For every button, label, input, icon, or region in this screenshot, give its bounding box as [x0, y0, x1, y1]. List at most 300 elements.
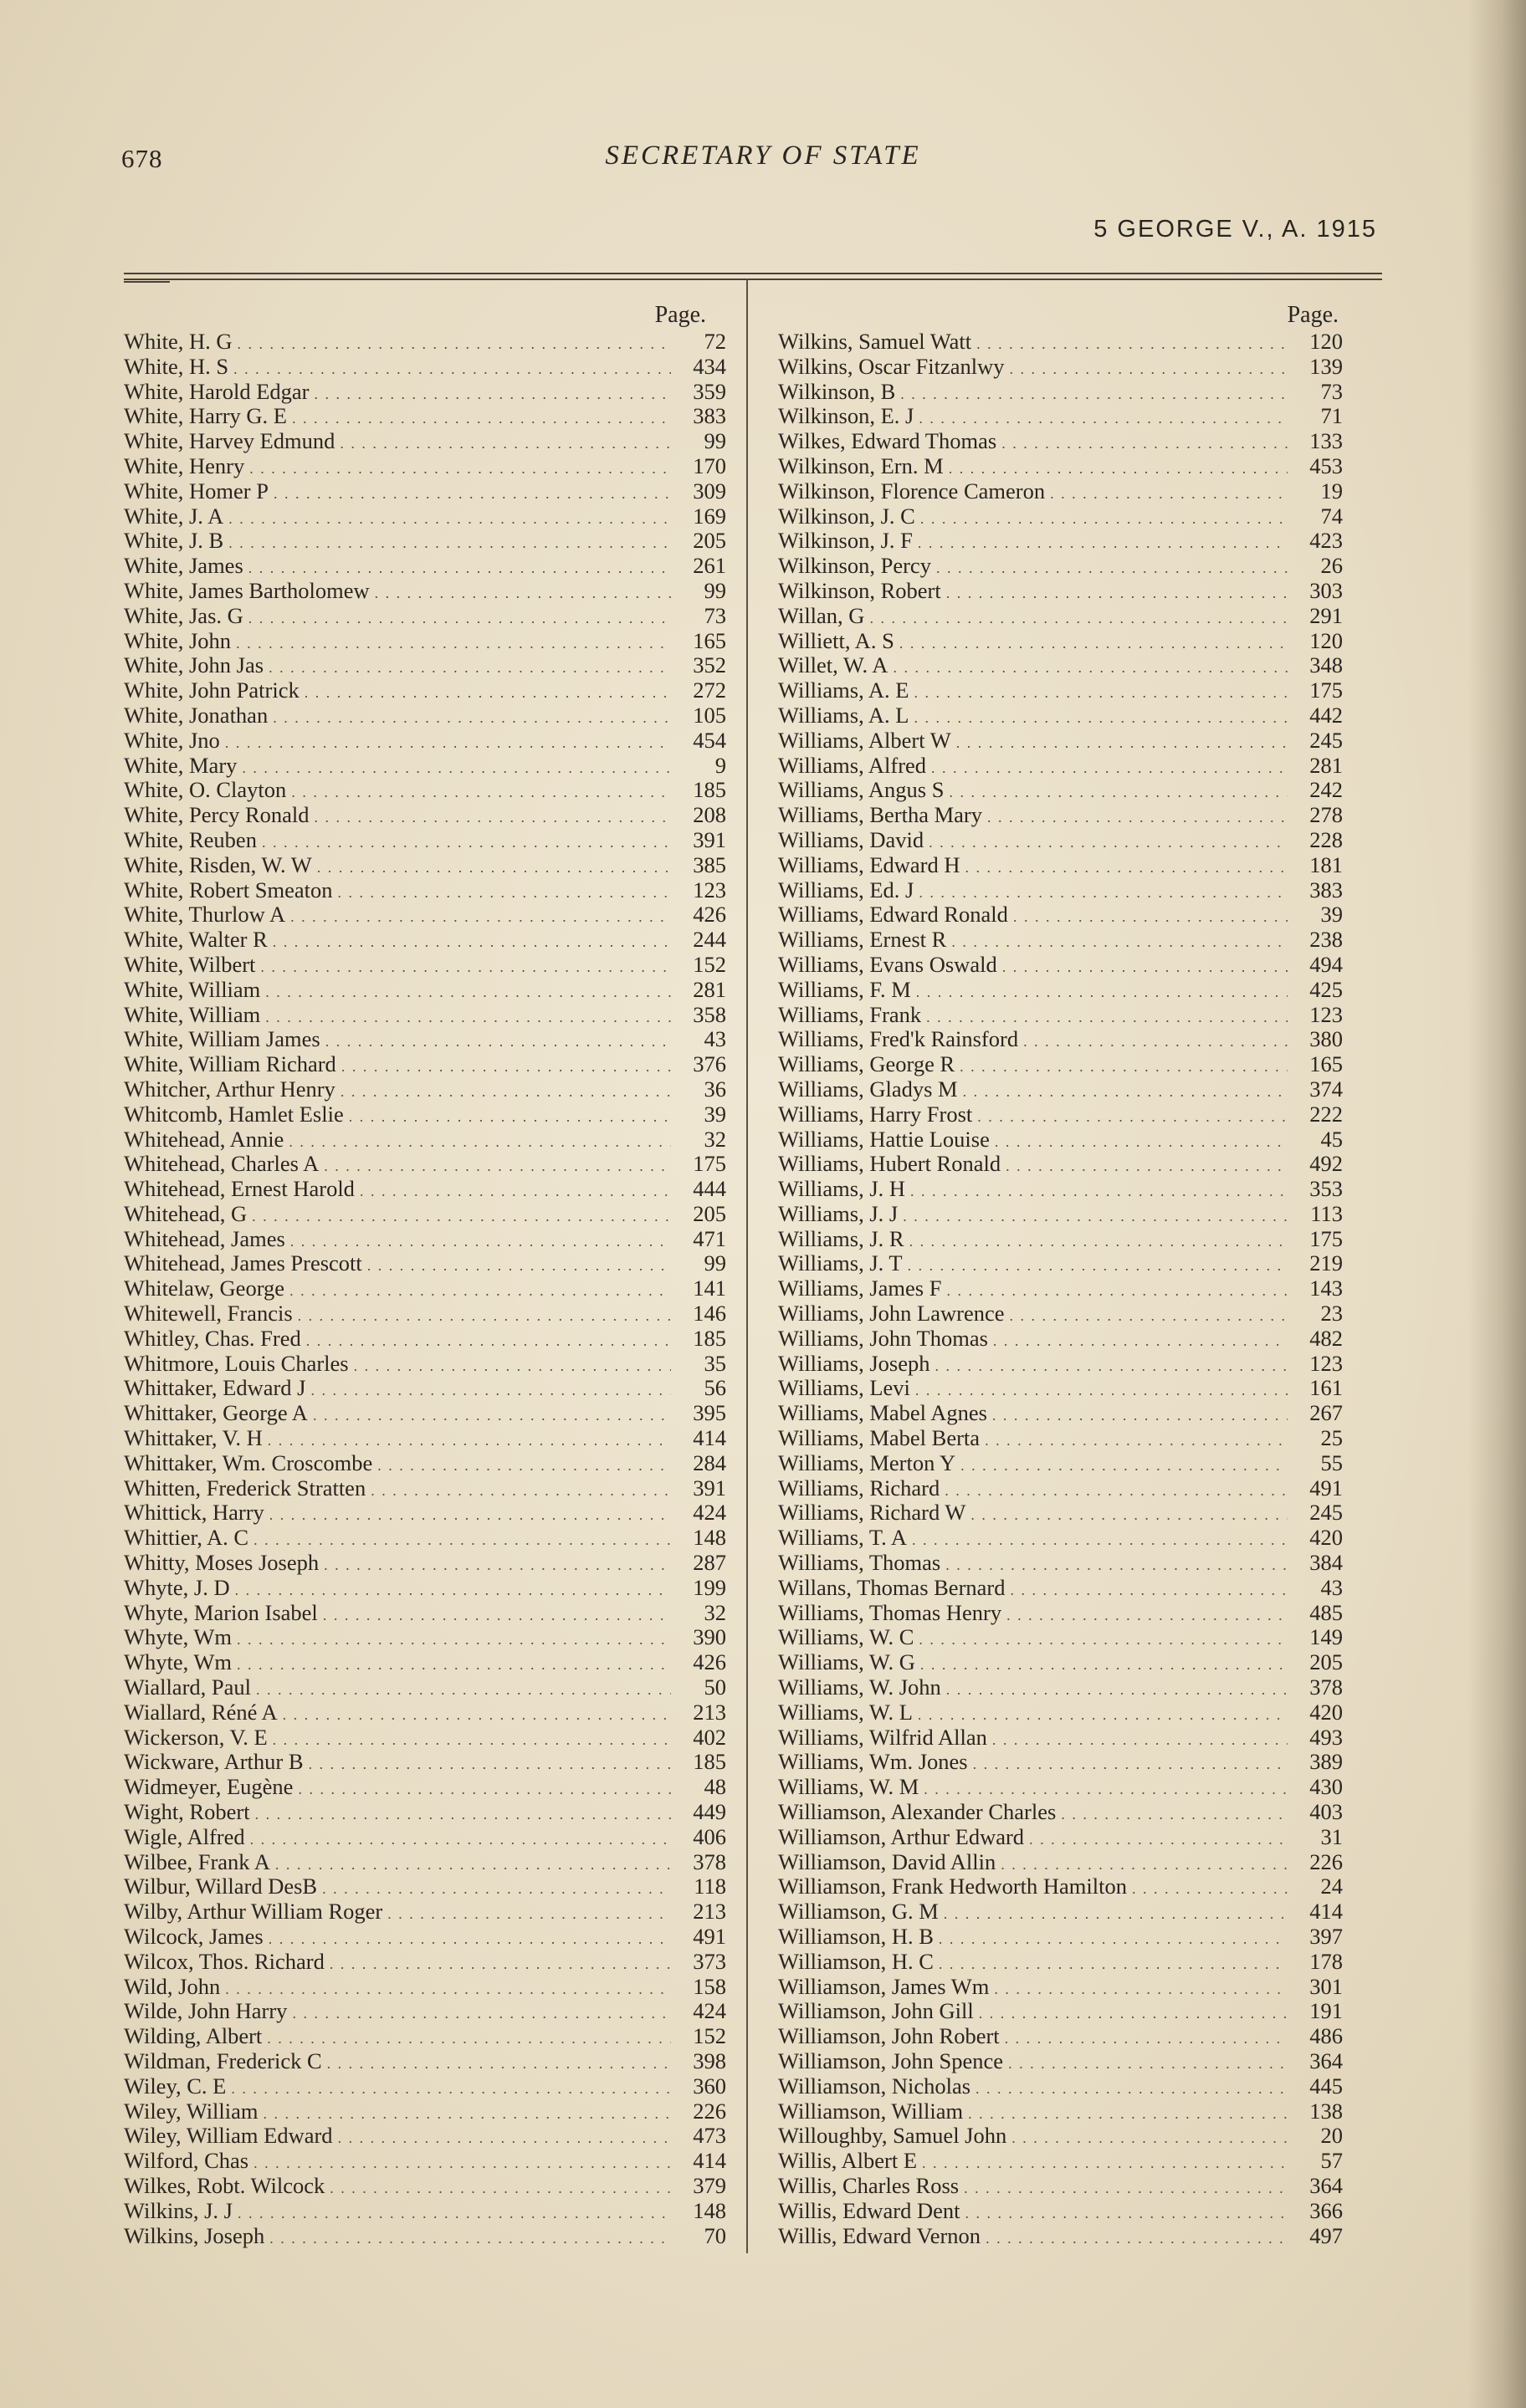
- entry-name: Wilkinson, Percy: [778, 553, 931, 579]
- entry-page-number: 158: [693, 1973, 726, 1999]
- entry-name: Wild, John: [124, 1973, 221, 1999]
- dot-leader: [1010, 357, 1288, 382]
- dot-leader: [1008, 2052, 1288, 2077]
- entry-page-number: 486: [1309, 2023, 1343, 2049]
- dot-leader: [360, 1179, 671, 1204]
- dot-leader: [993, 1329, 1288, 1354]
- entry-page-number: 39: [1320, 902, 1343, 928]
- entry-name: Wilkins, Samuel Watt: [778, 329, 972, 354]
- dot-leader: [311, 1378, 672, 1403]
- entry-page-number: 148: [693, 1525, 726, 1551]
- entry-name: Williams, Thomas Henry: [778, 1599, 1002, 1625]
- entry-name: Williams, Merton Y: [778, 1449, 956, 1475]
- entry-name: Wilkes, Edward Thomas: [778, 428, 997, 454]
- dot-leader: [1013, 905, 1288, 930]
- entry-page-number: 471: [693, 1225, 726, 1251]
- entry-page-number: 99: [704, 1250, 726, 1276]
- index-entry: [124, 2224, 726, 2249]
- index-entry: [124, 1426, 726, 1451]
- entry-name: Williams, J. J: [778, 1200, 899, 1226]
- dot-leader: [900, 382, 1288, 407]
- entry-page-number: 72: [704, 329, 726, 354]
- entry-page-number: 494: [1309, 951, 1343, 977]
- index-entry: [778, 1825, 1343, 1850]
- entry-page-number: 45: [1320, 1126, 1343, 1152]
- dot-leader: [317, 856, 671, 881]
- entry-name: Williams, Thomas: [778, 1550, 941, 1576]
- entry-name: Williams, W. C: [778, 1624, 914, 1650]
- entry-page-number: 303: [1309, 577, 1343, 603]
- index-entry: [124, 1376, 726, 1401]
- entry-page-number: 493: [1309, 1724, 1343, 1750]
- entry-name: Willoughby, Samuel John: [778, 2123, 1007, 2149]
- entry-page-number: 74: [1320, 503, 1343, 529]
- index-entry: [778, 1874, 1343, 1899]
- entry-name: Wilford, Chas: [124, 2148, 249, 2174]
- entry-page-number: 175: [1309, 1225, 1343, 1251]
- entry-name: Willis, Charles Ross: [778, 2172, 960, 2198]
- dot-leader: [1009, 1304, 1288, 1329]
- entry-page-number: 360: [693, 2073, 726, 2099]
- dot-leader: [256, 1678, 671, 1703]
- dot-leader: [1011, 2126, 1288, 2151]
- entry-page-number: 414: [1309, 1899, 1343, 1925]
- entry-name: Williams, Gladys M: [778, 1076, 958, 1102]
- dot-leader: [964, 2176, 1288, 2201]
- index-entry: [124, 554, 726, 579]
- index-entry: [124, 703, 726, 729]
- dot-leader: [289, 1279, 671, 1304]
- index-entry: [124, 1675, 726, 1700]
- index-entry: [124, 754, 726, 779]
- entry-page-number: 31: [1320, 1823, 1343, 1849]
- dot-leader: [309, 1752, 671, 1777]
- index-entry: [778, 678, 1343, 703]
- entry-page-number: 20: [1320, 2123, 1343, 2149]
- dot-leader: [910, 1179, 1288, 1204]
- entry-name: White, J. A: [124, 503, 224, 529]
- dot-leader: [973, 1752, 1288, 1777]
- index-entry: [124, 604, 726, 629]
- dot-leader: [330, 2176, 671, 2201]
- entry-page-number: 170: [693, 452, 726, 478]
- dot-leader: [249, 457, 671, 482]
- dot-leader: [995, 1130, 1288, 1155]
- entry-name: White, John: [124, 627, 232, 653]
- entry-name: Whitley, Chas. Fred: [124, 1325, 301, 1351]
- dot-leader: [1001, 432, 1288, 457]
- entry-name: Wight, Robert: [124, 1799, 250, 1825]
- index-entry: [124, 1551, 726, 1576]
- entry-name: Williams, Ed. J: [778, 877, 914, 902]
- dot-leader: [237, 1628, 671, 1653]
- entry-name: Whyte, J. D: [124, 1574, 230, 1600]
- index-entry: [778, 1352, 1343, 1377]
- entry-name: Williams, James F: [778, 1276, 942, 1301]
- entry-name: Williams, Mabel Agnes: [778, 1400, 987, 1426]
- entry-name: White, Jno: [124, 727, 220, 753]
- entry-page-number: 199: [693, 1574, 726, 1600]
- entry-page-number: 123: [1309, 1350, 1343, 1376]
- entry-name: White, Percy Ronald: [124, 802, 310, 828]
- index-entry: [778, 2149, 1343, 2174]
- entry-page-number: 301: [1309, 1973, 1343, 1999]
- entry-page-number: 284: [693, 1449, 726, 1475]
- index-entry: [778, 330, 1343, 355]
- entry-page-number: 19: [1320, 478, 1343, 504]
- dot-leader: [994, 1977, 1288, 2002]
- entry-name: Whitty, Moses Joseph: [124, 1550, 320, 1576]
- entry-page-number: 309: [693, 478, 726, 504]
- index-entry: [778, 1725, 1343, 1751]
- index-entry: [778, 1276, 1343, 1301]
- entry-name: Whitehead, James Prescott: [124, 1250, 362, 1276]
- index-entry: [778, 2099, 1343, 2124]
- entry-name: Willans, Thomas Bernard: [778, 1574, 1006, 1600]
- index-entry: [124, 1750, 726, 1775]
- dot-leader: [269, 2227, 671, 2252]
- entry-page-number: 406: [693, 1823, 726, 1849]
- dot-leader: [298, 1304, 671, 1329]
- dot-leader: [1006, 1154, 1288, 1179]
- dot-leader: [306, 1329, 671, 1354]
- entry-page-number: 414: [693, 1425, 726, 1451]
- index-entry: [778, 1327, 1343, 1352]
- entry-page-number: 43: [704, 1026, 726, 1052]
- entry-name: Williams, Richard W: [778, 1500, 966, 1526]
- index-entry: [124, 1202, 726, 1227]
- entry-page-number: 395: [693, 1400, 726, 1426]
- index-entry: [778, 380, 1343, 405]
- entry-name: Wildman, Frederick C: [124, 2048, 322, 2073]
- index-entry: [124, 878, 726, 903]
- entry-page-number: 73: [704, 602, 726, 628]
- index-entry: [778, 1177, 1343, 1202]
- entry-page-number: 444: [693, 1176, 726, 1202]
- entry-page-number: 366: [1309, 2197, 1343, 2223]
- entry-name: Wickware, Arthur B: [124, 1749, 304, 1775]
- index-entry: [124, 978, 726, 1003]
- entry-name: White, Mary: [124, 752, 238, 778]
- entry-name: Willis, Edward Dent: [778, 2197, 960, 2223]
- entry-page-number: 482: [1309, 1325, 1343, 1351]
- dot-leader: [327, 2052, 671, 2077]
- column-divider: [746, 279, 748, 2253]
- index-entry: [124, 653, 726, 678]
- index-entry: [124, 380, 726, 405]
- dot-leader: [945, 1479, 1288, 1504]
- dot-leader: [305, 681, 671, 706]
- entry-name: Widmeyer, Eugène: [124, 1774, 294, 1800]
- entry-name: White, Thurlow A: [124, 902, 286, 928]
- entry-page-number: 149: [1309, 1624, 1343, 1650]
- dot-leader: [375, 581, 671, 606]
- index-entry: [124, 355, 726, 380]
- entry-name: White, William Richard: [124, 1051, 336, 1077]
- entry-page-number: 185: [693, 1749, 726, 1775]
- dot-leader: [979, 2002, 1288, 2027]
- entry-name: Wigle, Alfred: [124, 1823, 245, 1849]
- index-entry: [124, 1950, 726, 1975]
- dot-leader: [228, 507, 671, 532]
- entry-page-number: 238: [1309, 927, 1343, 953]
- index-entry: [778, 1376, 1343, 1401]
- index-entry: [778, 1551, 1343, 1576]
- dot-leader: [324, 1154, 671, 1179]
- index-entry: [778, 828, 1343, 853]
- dot-leader: [252, 1204, 671, 1230]
- index-entry: [124, 1003, 726, 1028]
- index-entry: [124, 2074, 726, 2099]
- dot-leader: [946, 1678, 1288, 1703]
- dot-leader: [960, 1454, 1288, 1479]
- entry-page-number: 414: [693, 2148, 726, 2174]
- entry-page-number: 226: [693, 2098, 726, 2124]
- entry-name: Williamson, John Spence: [778, 2048, 1004, 2073]
- dot-leader: [237, 1653, 671, 1678]
- index-entry: [124, 1401, 726, 1426]
- index-entry: [124, 1476, 726, 1501]
- dot-leader: [985, 1429, 1288, 1454]
- entry-page-number: 213: [693, 1899, 726, 1925]
- index-entry: [124, 1925, 726, 1950]
- entry-page-number: 205: [693, 1200, 726, 1226]
- dot-leader: [936, 556, 1288, 581]
- index-entry: [778, 1576, 1343, 1601]
- entry-page-number: 287: [693, 1550, 726, 1576]
- entry-page-number: 50: [704, 1674, 726, 1700]
- dot-leader: [269, 1503, 671, 1528]
- index-entry: [778, 429, 1343, 454]
- entry-page-number: 348: [1309, 652, 1343, 678]
- index-entry: [778, 1925, 1343, 1950]
- entry-page-number: 390: [693, 1624, 726, 1650]
- dot-leader: [340, 432, 671, 457]
- index-entry: [778, 454, 1343, 479]
- entry-page-number: 105: [693, 702, 726, 728]
- index-entry: [124, 1775, 726, 1800]
- index-entry: [124, 1501, 726, 1526]
- entry-page-number: 185: [693, 777, 726, 803]
- entry-page-number: 113: [1310, 1200, 1343, 1226]
- index-entry: [778, 1227, 1343, 1252]
- entry-page-number: 359: [693, 378, 726, 404]
- dot-leader: [377, 1454, 671, 1479]
- dot-leader: [265, 1005, 671, 1030]
- index-entry: [124, 1077, 726, 1102]
- entry-page-number: 175: [1309, 677, 1343, 703]
- dot-leader: [946, 581, 1288, 606]
- index-entry: [778, 554, 1343, 579]
- entry-name: Wilkinson, B: [778, 378, 896, 404]
- dot-leader: [1061, 1802, 1288, 1828]
- index-entry: [124, 902, 726, 928]
- index-entry: [124, 2049, 726, 2074]
- index-entry: [778, 928, 1343, 953]
- index-entry: [778, 2074, 1343, 2099]
- entry-name: Wilkinson, E. J: [778, 403, 914, 429]
- dot-leader: [956, 731, 1288, 756]
- entry-name: Williamson, Alexander Charles: [778, 1799, 1057, 1825]
- index-entry: [778, 1775, 1343, 1800]
- entry-page-number: 205: [1309, 1649, 1343, 1675]
- entry-name: White, James Bartholomew: [124, 577, 370, 603]
- index-entry: [124, 853, 726, 878]
- dot-leader: [371, 1479, 671, 1504]
- index-entry: [778, 404, 1343, 429]
- entry-name: White, Reuben: [124, 826, 257, 852]
- entry-name: Wilkinson, J. C: [778, 503, 915, 529]
- entry-name: White, Homer P: [124, 478, 269, 504]
- dot-leader: [992, 1728, 1288, 1753]
- index-entry: [778, 1850, 1343, 1875]
- dot-leader: [1002, 955, 1288, 980]
- entry-name: Willis, Albert E: [778, 2148, 918, 2174]
- dot-leader: [338, 2126, 671, 2151]
- index-entry: [778, 529, 1343, 554]
- index-entry: [778, 953, 1343, 978]
- entry-name: Williams, George R: [778, 1051, 955, 1077]
- entry-page-number: 35: [704, 1350, 726, 1376]
- dot-leader: [225, 731, 671, 756]
- entry-page-number: 242: [1309, 777, 1343, 803]
- dot-leader: [330, 1952, 671, 1977]
- index-entry: [778, 1451, 1343, 1476]
- entry-name: Wilkinson, Robert: [778, 577, 941, 603]
- index-entry: [124, 1251, 726, 1276]
- dot-leader: [977, 1105, 1288, 1130]
- index-entry: [124, 1650, 726, 1675]
- dot-leader: [255, 1802, 671, 1828]
- entry-name: Williams, Angus S: [778, 777, 945, 803]
- dot-leader: [918, 531, 1288, 556]
- entry-name: Whittick, Harry: [124, 1500, 264, 1526]
- index-entry: [778, 629, 1343, 654]
- entry-name: Willet, W. A: [778, 652, 888, 678]
- entry-page-number: 56: [704, 1375, 726, 1401]
- entry-name: Williams, Richard: [778, 1475, 940, 1501]
- index-entry: [124, 2199, 726, 2224]
- index-column-right: [778, 301, 1343, 2248]
- index-entry: [778, 2124, 1343, 2149]
- dot-leader: [275, 1853, 671, 1878]
- entry-page-number: 434: [693, 353, 726, 379]
- regnal-year: 5 GEORGE V., A. 1915: [1093, 216, 1377, 243]
- dot-leader: [949, 780, 1288, 805]
- entry-page-number: 161: [1309, 1375, 1343, 1401]
- index-entry: [778, 1152, 1343, 1177]
- entry-name: Williams, Hubert Ronald: [778, 1151, 1001, 1177]
- index-entry: [778, 1027, 1343, 1052]
- dot-leader: [341, 1080, 671, 1105]
- entry-name: White, James: [124, 553, 243, 579]
- index-entry: [778, 853, 1343, 878]
- dot-leader: [929, 831, 1288, 856]
- entry-page-number: 261: [693, 553, 726, 579]
- dot-leader: [273, 1728, 671, 1753]
- entry-page-number: 169: [693, 503, 726, 529]
- entry-page-number: 70: [704, 2222, 726, 2248]
- entry-page-number: 178: [1309, 1948, 1343, 1974]
- index-entry: [124, 429, 726, 454]
- entry-page-number: 152: [693, 951, 726, 977]
- dot-leader: [292, 406, 671, 432]
- entry-page-number: 426: [693, 1649, 726, 1675]
- page-edge-shadow: [1467, 0, 1526, 2408]
- index-entry: [778, 2024, 1343, 2049]
- index-entry: [124, 1850, 726, 1875]
- entry-page-number: 449: [693, 1799, 726, 1825]
- dot-leader: [289, 1130, 671, 1155]
- index-entry: [778, 1476, 1343, 1501]
- entry-name: White, Harry G. E: [124, 403, 287, 429]
- entry-name: Williams, Albert W: [778, 727, 951, 753]
- dot-leader: [914, 681, 1288, 706]
- entry-page-number: 378: [1309, 1674, 1343, 1700]
- index-entry: [124, 504, 726, 529]
- entry-name: Whitehead, Annie: [124, 1126, 284, 1152]
- entry-page-number: 138: [1309, 2098, 1343, 2124]
- dot-leader: [341, 1055, 671, 1080]
- dot-leader: [228, 531, 671, 556]
- entry-page-number: 55: [1320, 1449, 1343, 1475]
- entry-page-number: 442: [1309, 702, 1343, 728]
- entry-page-number: 175: [693, 1151, 726, 1177]
- entry-name: Wiley, C. E: [124, 2073, 227, 2099]
- dot-leader: [291, 780, 671, 805]
- index-entry: [124, 1152, 726, 1177]
- entry-page-number: 424: [693, 1998, 726, 2024]
- index-entry: [778, 1526, 1343, 1551]
- dot-leader: [323, 1603, 671, 1628]
- entry-name: Williams, Wm. Jones: [778, 1749, 968, 1775]
- entry-name: Whitcomb, Hamlet Eslie: [124, 1101, 344, 1127]
- index-entry: [124, 1526, 726, 1551]
- entry-name: White, John Jas: [124, 652, 264, 678]
- index-entry: [778, 1700, 1343, 1725]
- dot-leader: [968, 2102, 1288, 2127]
- entry-name: Williams, Edward H: [778, 851, 960, 877]
- dot-leader: [265, 980, 671, 1005]
- entry-page-number: 213: [693, 1699, 726, 1725]
- dot-leader: [267, 2027, 671, 2052]
- entry-name: White, Walter R: [124, 927, 268, 953]
- entry-name: Williamson, James Wm: [778, 1973, 990, 1999]
- entry-page-number: 430: [1309, 1774, 1343, 1800]
- index-entry: [124, 2149, 726, 2174]
- entry-page-number: 352: [693, 652, 726, 678]
- entry-name: Wilkes, Robt. Wilcock: [124, 2172, 325, 2198]
- dot-leader: [274, 482, 671, 507]
- entry-name: Williams, Frank: [778, 1001, 922, 1027]
- entry-page-number: 133: [1309, 428, 1343, 454]
- entry-page-number: 492: [1309, 1151, 1343, 1177]
- entry-name: Whyte, Wm: [124, 1624, 233, 1650]
- index-entry: [124, 1999, 726, 2024]
- dot-leader: [960, 1055, 1288, 1080]
- entry-page-number: 43: [1320, 1574, 1343, 1600]
- index-entry: [778, 729, 1343, 754]
- index-entry: [778, 653, 1343, 678]
- index-entry: [778, 902, 1343, 928]
- dot-leader: [325, 1030, 671, 1055]
- entry-name: Whitten, Frederick Stratten: [124, 1475, 366, 1501]
- entry-name: Wiley, William Edward: [124, 2123, 333, 2149]
- entry-page-number: 491: [693, 1924, 726, 1949]
- dot-leader: [944, 1902, 1288, 1927]
- index-entry: [778, 1052, 1343, 1077]
- dot-leader: [313, 1403, 671, 1429]
